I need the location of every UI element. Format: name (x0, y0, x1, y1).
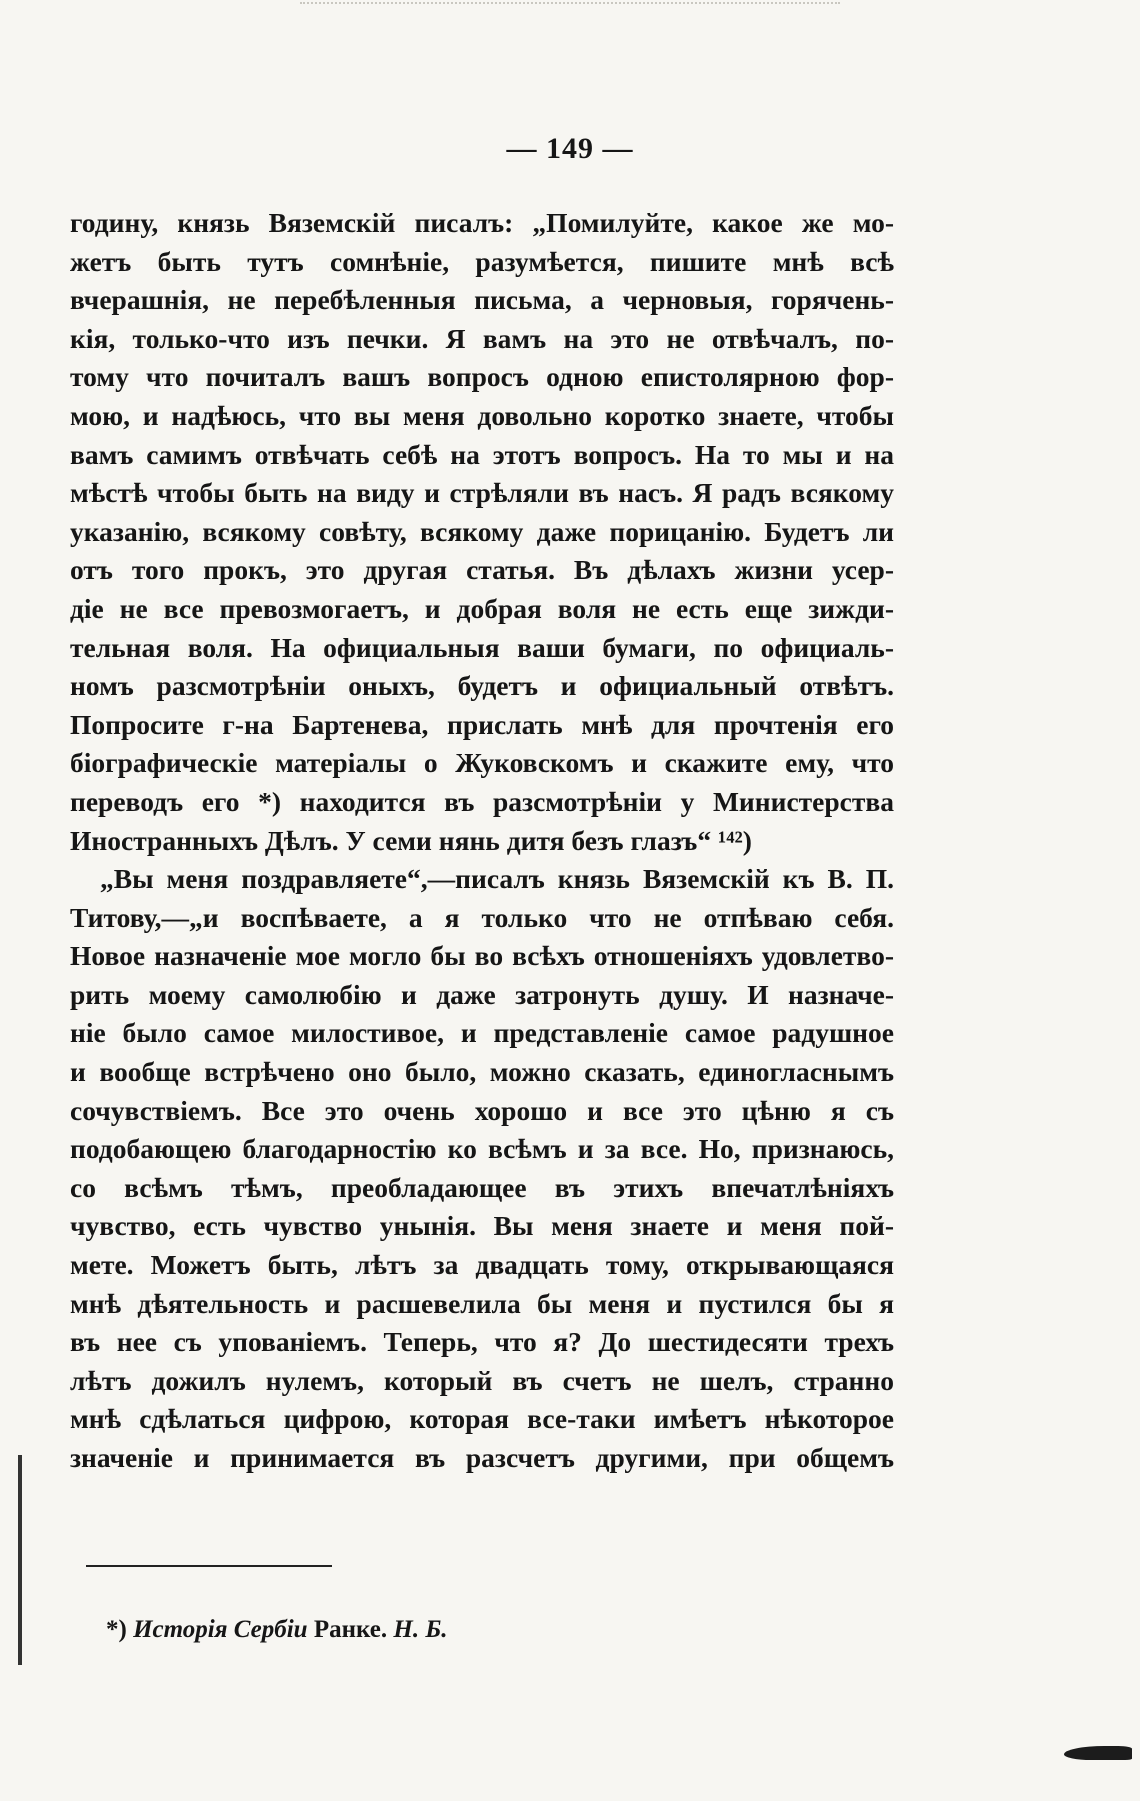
scan-edge-artifact (18, 1455, 22, 1665)
page-number: — 149 — (506, 132, 634, 165)
text-line: Попросите г-на Бартенева, прислать мнѣ для прочтенія его (70, 708, 894, 740)
text-line: переводъ его *) находится въ разсмотрѣніи у Министерства (70, 785, 894, 817)
text-line: мѣстѣ чтобы быть на виду и стрѣляли въ насъ. Я радъ всякому (70, 477, 894, 509)
footnote-author: Ранке. (313, 1616, 388, 1643)
text-line: вамъ самимъ отвѣчать себѣ на этотъ вопросъ. На то мы и на (70, 438, 894, 470)
text-line: мою, и надѣюсь, что вы меня довольно коротко знаете, чтобы (70, 399, 894, 431)
text-line: и вообще встрѣчено оно было, можно сказать, единогласнымъ (70, 1056, 894, 1088)
text-line: тому что почиталъ вашъ вопросъ одною епистолярною фор- (70, 361, 894, 393)
text-line: вчерашнія, не перебѣленныя письма, а черновыя, горячень- (70, 284, 894, 316)
scan-corner-artifact (1064, 1746, 1132, 1760)
body-text (70, 204, 894, 1478)
text-line: мнѣ дѣятельность и расшевелила бы меня и пустился бы я (70, 1287, 894, 1319)
text-line: указанію, всякому совѣту, всякому даже порицанію. Будетъ ли (70, 515, 894, 547)
text-line: жетъ быть тутъ сомнѣніе, разумѣется, пишите мнѣ всѣ (70, 245, 894, 277)
footnote (106, 1614, 447, 1646)
text-line: біографическіе матеріалы о Жуковскомъ и скажите ему, что (70, 747, 894, 779)
text-line: ніе было самое милостивое, и представленіе самое радушное (70, 1017, 894, 1049)
text-line: подобающею благодарностію ко всѣмъ и за все. Но, признаюсь, (70, 1133, 894, 1165)
text-line: Титову,—„и воспѣваете, а я только что не отпѣваю себя. (70, 901, 894, 933)
text-line: рить моему самолюбію и даже затронуть душу. И назначе- (70, 978, 894, 1010)
paragraph-2 (70, 860, 894, 1478)
text-line: чувство, есть чувство унынія. Вы меня знаете и меня пой- (70, 1210, 894, 1242)
text-line: Новое назначеніе мое могло бы во всѣхъ отношеніяхъ удовлетво- (70, 940, 894, 972)
text-line: сочувствіемъ. Все это очень хорошо и все это цѣню я съ (70, 1094, 894, 1126)
text-line: „Вы меня поздравляете“,—писалъ князь Вяземскій къ В. П. (100, 863, 894, 895)
footnote-title: Исторія Сербіи (133, 1616, 308, 1643)
footnote-marker: *) (106, 1616, 127, 1643)
text-line: мете. Можетъ быть, лѣтъ за двадцать тому, открывающаяся (70, 1249, 894, 1281)
text-line: отъ того прокъ, это другая статья. Въ дѣлахъ жизни усер- (70, 554, 894, 586)
footnote-divider (86, 1565, 332, 1567)
text-line: въ нее съ упованіемъ. Теперь, что я? До шестидесяти трехъ (70, 1326, 894, 1358)
text-line: Иностранныхъ Дѣлъ. У семи нянь дитя безъ глазъ“ ¹⁴²) (70, 824, 752, 856)
scan-top-artifact (300, 2, 840, 10)
text-line: кія, только-что изъ печки. Я вамъ на это не отвѣчалъ, по- (70, 322, 894, 354)
text-line: номъ разсмотрѣніи оныхъ, будетъ и официальный отвѣтъ. (70, 670, 894, 702)
text-line: мнѣ сдѣлаться цифрою, которая все-таки имѣетъ нѣкоторое (70, 1403, 894, 1435)
footnote-initials: Н. Б. (393, 1616, 448, 1643)
text-line: тельная воля. На официальныя ваши бумаги, по официаль- (70, 631, 894, 663)
text-line: значеніе и принимается въ разсчетъ другими, при общемъ (70, 1442, 894, 1473)
text-line: лѣтъ дожилъ нулемъ, который въ счетъ не шелъ, странно (70, 1364, 894, 1396)
text-line: со всѣмъ тѣмъ, преобладающее въ этихъ впечатлѣніяхъ (70, 1171, 894, 1203)
paragraph-1 (70, 204, 894, 860)
text-line: діе не все превозмогаетъ, и добрая воля не есть еще зижди- (70, 592, 894, 624)
text-line: годину, князь Вяземскій писалъ: „Помилуйте, какое же мо- (70, 207, 894, 238)
